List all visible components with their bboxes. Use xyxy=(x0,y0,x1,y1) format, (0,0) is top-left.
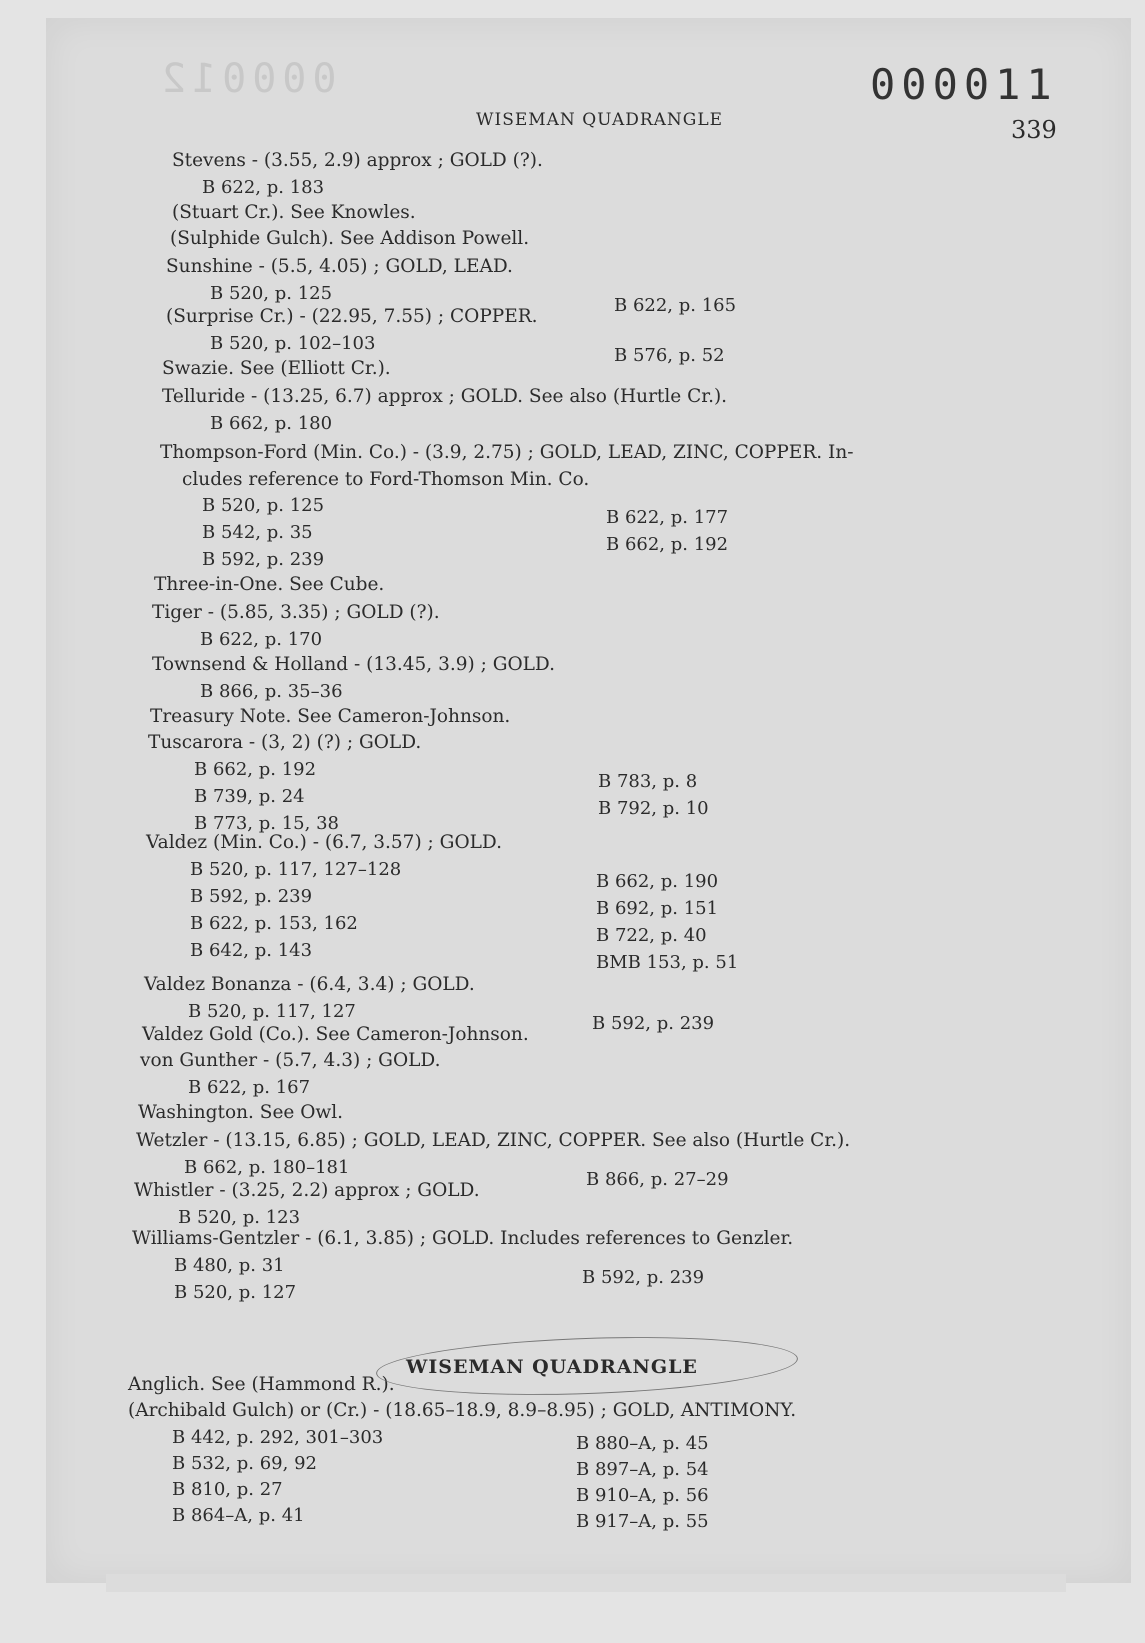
entry-heading: Valdez Bonanza - (6.4, 3.4) ; GOLD. xyxy=(144,974,475,995)
entry-heading: Washington. See Owl. xyxy=(138,1102,344,1123)
bleed-through-number: 000012 xyxy=(156,56,337,102)
entry-heading: Wetzler - (13.15, 6.85) ; GOLD, LEAD, ZINC, COPPER. See also (Hurtle Cr.). xyxy=(136,1130,851,1151)
section-reference-right: B 880–A, p. 45 xyxy=(576,1433,709,1454)
reference-right: B 662, p. 190 xyxy=(596,871,719,892)
reference-left: B 520, p. 117, 127–128 xyxy=(190,859,402,880)
reference-right: B 576, p. 52 xyxy=(614,345,725,366)
reference-left: B 662, p. 180–181 xyxy=(184,1157,350,1178)
entry-continuation: cludes reference to Ford-Thomson Min. Co. xyxy=(182,469,590,490)
section-title: WISEMAN QUADRANGLE xyxy=(406,1356,698,1378)
entry-heading: Telluride - (13.25, 6.7) approx ; GOLD. See also (Hurtle Cr.). xyxy=(162,386,728,407)
section-reference-left: B 864–A, p. 41 xyxy=(172,1505,305,1526)
reference-right: B 622, p. 165 xyxy=(614,295,737,316)
entry-heading: Stevens - (3.55, 2.9) approx ; GOLD (?). xyxy=(172,150,543,171)
section-reference-right: B 917–A, p. 55 xyxy=(576,1511,709,1532)
stamp-number: 000011 xyxy=(870,60,1058,109)
section-reference-right: B 897–A, p. 54 xyxy=(576,1459,709,1480)
entry-heading: Three-in-One. See Cube. xyxy=(154,574,385,595)
entry-heading: Sunshine - (5.5, 4.05) ; GOLD, LEAD. xyxy=(166,256,513,277)
section-entry-heading: Anglich. See (Hammond R.). xyxy=(128,1374,395,1395)
reference-right: B 722, p. 40 xyxy=(596,925,707,946)
reference-right: B 792, p. 10 xyxy=(598,798,709,819)
entry-heading: (Stuart Cr.). See Knowles. xyxy=(172,202,416,223)
reference-right: B 592, p. 239 xyxy=(592,1013,715,1034)
entry-heading: (Surprise Cr.) - (22.95, 7.55) ; COPPER. xyxy=(166,306,538,327)
reference-left: B 622, p. 183 xyxy=(202,177,325,198)
reference-left: B 773, p. 15, 38 xyxy=(194,813,339,834)
reference-left: B 662, p. 180 xyxy=(210,413,333,434)
section-reference-left: B 810, p. 27 xyxy=(172,1479,283,1500)
reference-right: B 866, p. 27–29 xyxy=(586,1169,729,1190)
reference-left: B 520, p. 127 xyxy=(174,1282,297,1303)
reference-right: B 592, p. 239 xyxy=(582,1267,705,1288)
reference-left: B 592, p. 239 xyxy=(202,549,325,570)
section-entry-heading: (Archibald Gulch) or (Cr.) - (18.65–18.9, 8.9–8.95) ; GOLD, ANTIMONY. xyxy=(128,1400,797,1421)
reference-right: B 622, p. 177 xyxy=(606,507,729,528)
reference-left: B 662, p. 192 xyxy=(194,759,317,780)
entry-heading: (Sulphide Gulch). See Addison Powell. xyxy=(170,228,530,249)
reference-right: B 662, p. 192 xyxy=(606,534,729,555)
page-number: 339 xyxy=(1011,116,1057,144)
entry-heading: Tiger - (5.85, 3.35) ; GOLD (?). xyxy=(152,602,440,623)
reference-right: B 783, p. 8 xyxy=(598,771,698,792)
reference-left: B 622, p. 170 xyxy=(200,629,323,650)
section-reference-left: B 532, p. 69, 92 xyxy=(172,1453,317,1474)
entry-heading: Treasury Note. See Cameron-Johnson. xyxy=(150,706,511,727)
entry-heading: Valdez (Min. Co.) - (6.7, 3.57) ; GOLD. xyxy=(146,832,502,853)
entry-heading: Whistler - (3.25, 2.2) approx ; GOLD. xyxy=(134,1180,480,1201)
reference-left: B 520, p. 102–103 xyxy=(210,333,376,354)
entry-heading: Valdez Gold (Co.). See Cameron-Johnson. xyxy=(142,1024,529,1045)
reference-left: B 520, p. 125 xyxy=(210,283,333,304)
document-page xyxy=(46,18,1131,1583)
reference-left: B 592, p. 239 xyxy=(190,886,313,907)
reference-right: BMB 153, p. 51 xyxy=(596,952,739,973)
entry-heading: von Gunther - (5.7, 4.3) ; GOLD. xyxy=(140,1050,441,1071)
reference-left: B 739, p. 24 xyxy=(194,786,305,807)
entry-heading: Tuscarora - (3, 2) (?) ; GOLD. xyxy=(148,732,422,753)
section-reference-left: B 442, p. 292, 301–303 xyxy=(172,1427,384,1448)
reference-left: B 520, p. 125 xyxy=(202,495,325,516)
section-reference-right: B 910–A, p. 56 xyxy=(576,1485,709,1506)
entry-heading: Williams-Gentzler - (6.1, 3.85) ; GOLD. Includes references to Genzler. xyxy=(132,1228,794,1249)
entry-heading: Swazie. See (Elliott Cr.). xyxy=(162,358,391,379)
page-bottom-edge xyxy=(106,1574,1066,1592)
reference-left: B 866, p. 35–36 xyxy=(200,681,343,702)
reference-left: B 480, p. 31 xyxy=(174,1255,285,1276)
entry-heading: Townsend & Holland - (13.45, 3.9) ; GOLD. xyxy=(152,654,555,675)
running-head: WISEMAN QUADRANGLE xyxy=(476,110,724,130)
reference-left: B 520, p. 123 xyxy=(178,1207,301,1228)
reference-left: B 520, p. 117, 127 xyxy=(188,1001,356,1022)
reference-left: B 622, p. 153, 162 xyxy=(190,913,358,934)
reference-left: B 622, p. 167 xyxy=(188,1077,311,1098)
reference-right: B 692, p. 151 xyxy=(596,898,719,919)
entry-heading: Thompson-Ford (Min. Co.) - (3.9, 2.75) ; GOLD, LEAD, ZINC, COPPER. In- xyxy=(160,442,854,463)
reference-left: B 642, p. 143 xyxy=(190,940,313,961)
reference-left: B 542, p. 35 xyxy=(202,522,313,543)
